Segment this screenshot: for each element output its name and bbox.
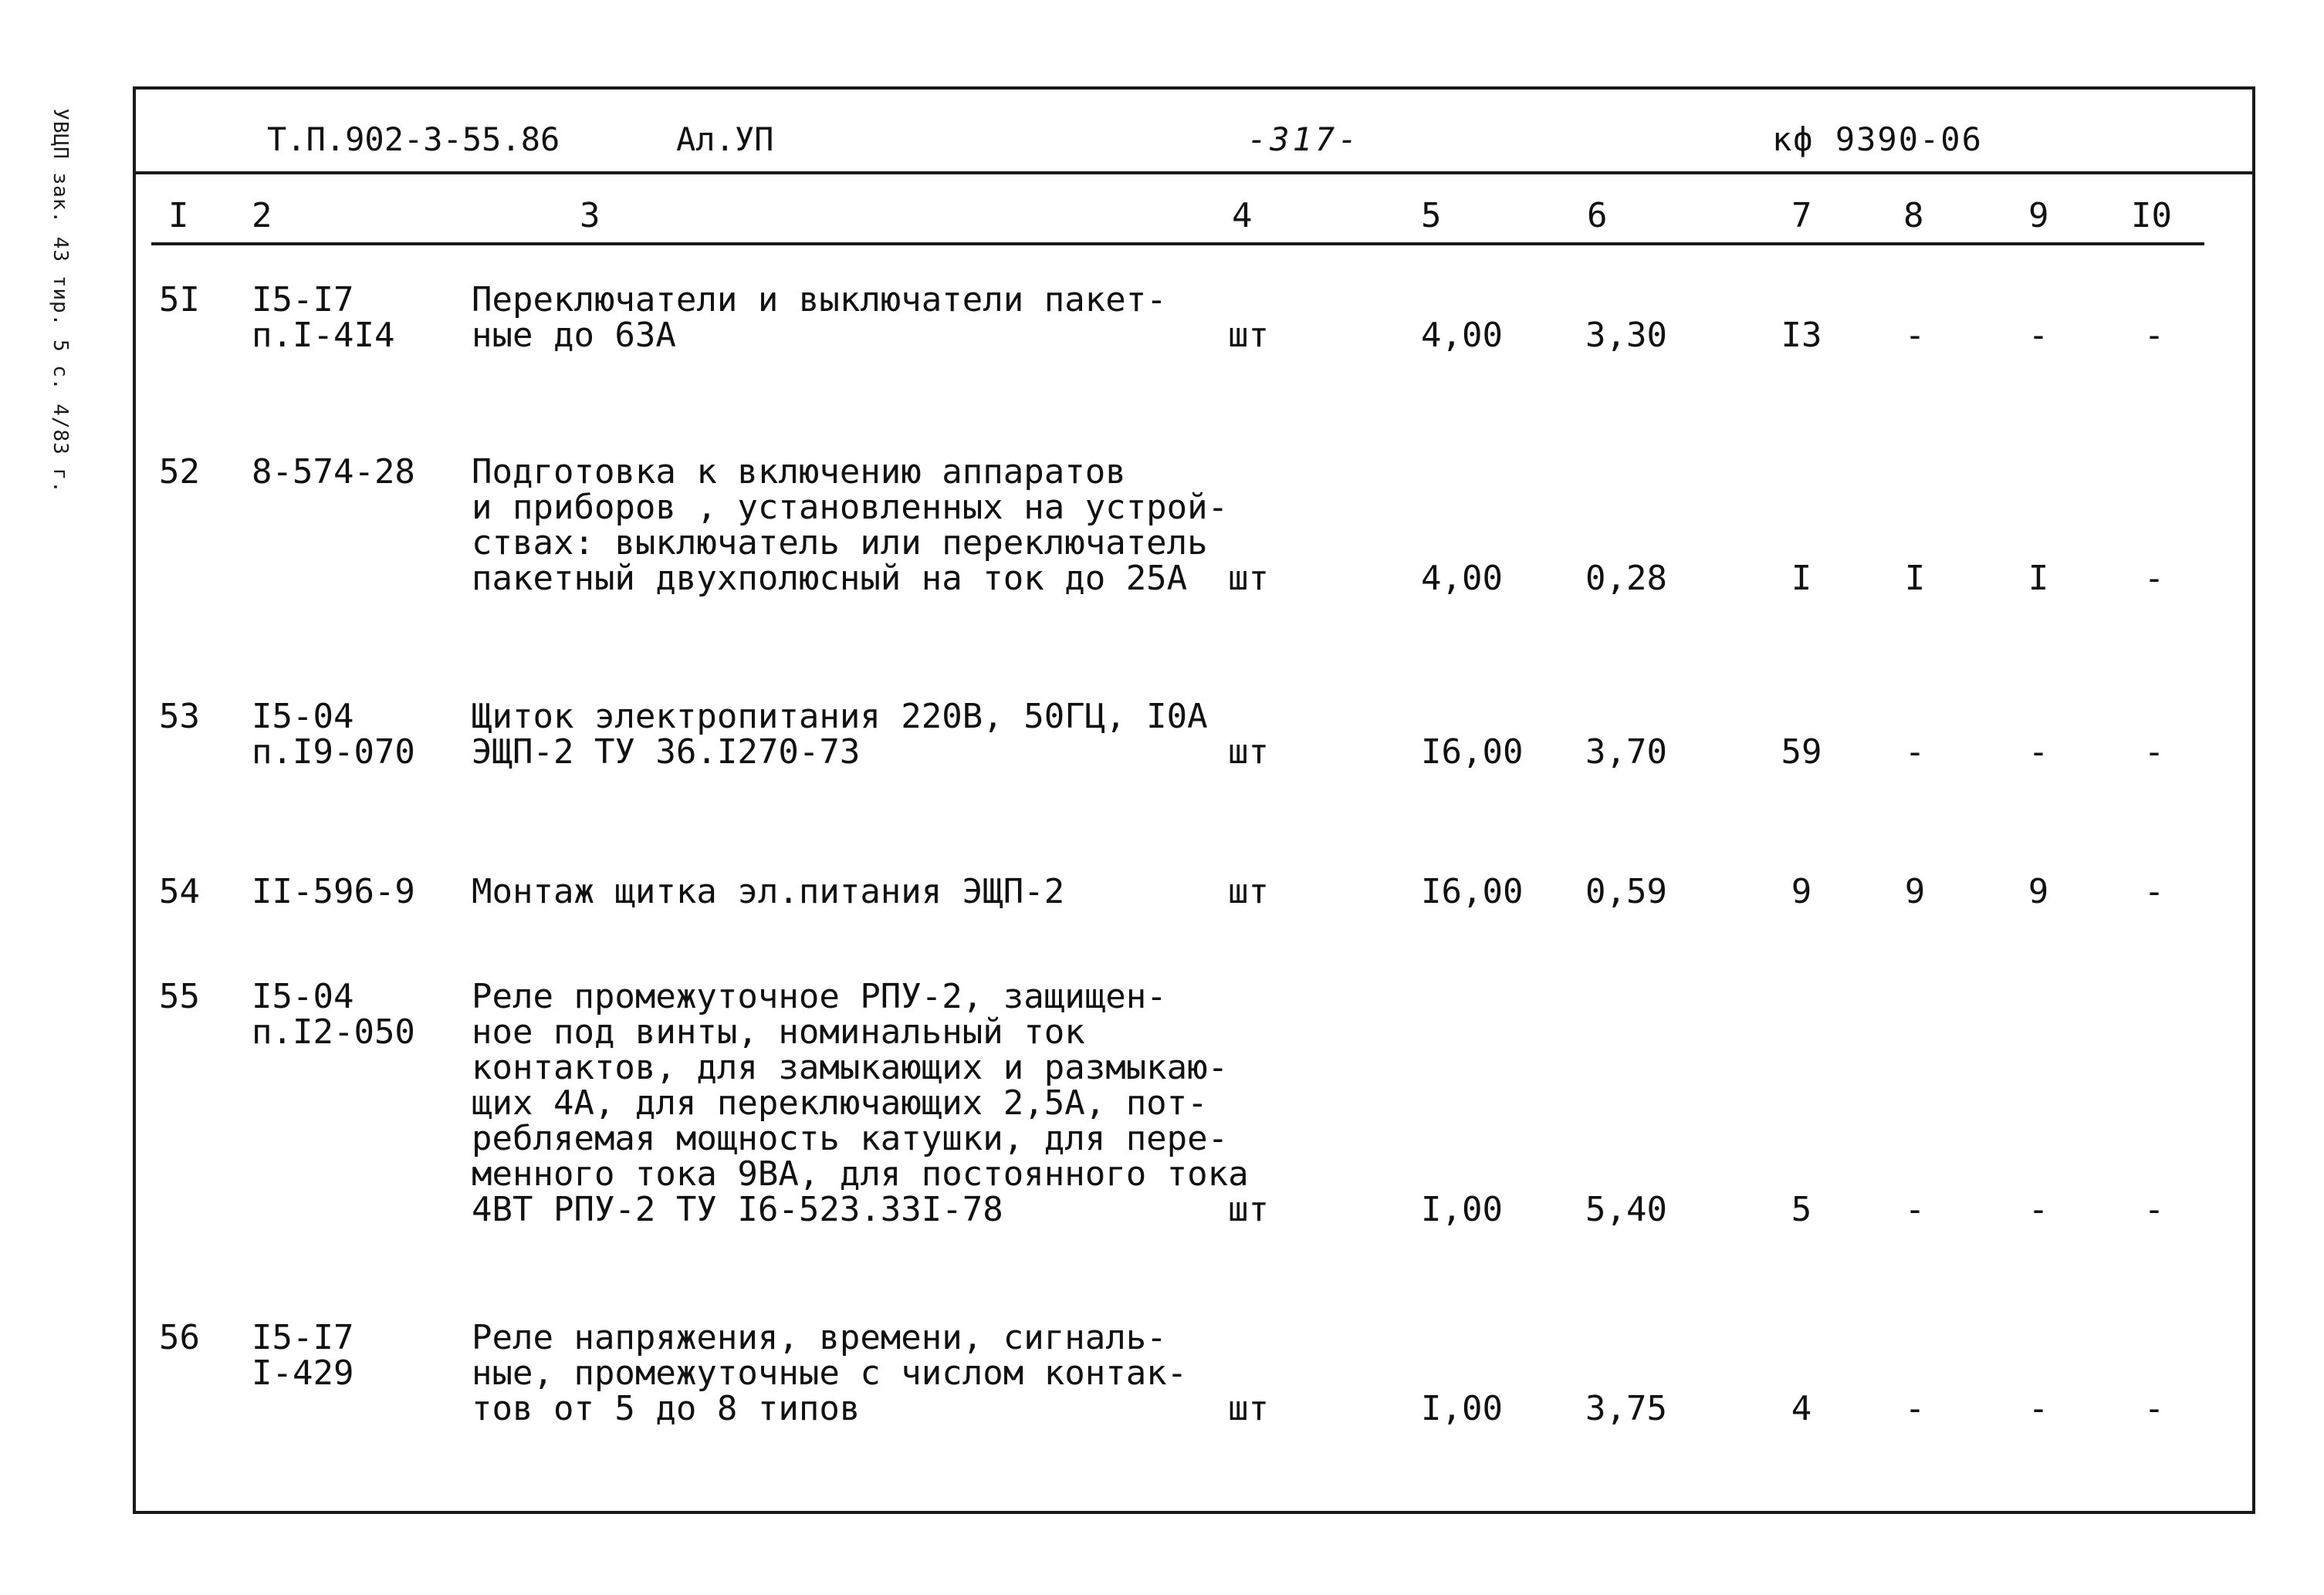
quantity: 4,00 — [1421, 559, 1503, 598]
column-number-3: 3 — [580, 196, 600, 235]
column-number-9: 9 — [2028, 196, 2049, 235]
document-header — [136, 90, 2252, 174]
column-8-value: I — [1904, 559, 1926, 598]
unit: шт — [1228, 732, 1269, 772]
quantity: 4,00 — [1421, 316, 1503, 355]
page-number: -317- — [1247, 120, 1361, 158]
rate-code: I5-I7 п.I-4I4 — [252, 280, 395, 355]
norm-value: 5,40 — [1585, 1190, 1667, 1229]
row-number: 5I — [159, 280, 200, 319]
column-7-value: 5 — [1791, 1190, 1812, 1229]
norm-value: 0,59 — [1585, 872, 1667, 911]
album-label: Ал.УП — [676, 120, 774, 158]
row-number: 54 — [159, 872, 200, 911]
column-9-value: 9 — [2028, 872, 2049, 911]
unit: шт — [1228, 559, 1269, 598]
column-10-value: - — [2143, 732, 2165, 772]
column-9-value: - — [2028, 316, 2049, 355]
document-code: кф 9390-06 — [1772, 120, 1983, 158]
column-9-value: - — [2028, 1190, 2049, 1229]
rate-code: 8-574-28 — [252, 452, 415, 492]
column-7-value: 4 — [1791, 1389, 1812, 1428]
document-frame — [133, 86, 2255, 1514]
column-9-value: - — [2028, 732, 2049, 772]
rate-code: I5-04 п.I2-050 — [252, 977, 415, 1052]
column-9-value: I — [2028, 559, 2049, 598]
norm-value: 0,28 — [1585, 559, 1667, 598]
norm-value: 3,30 — [1585, 316, 1667, 355]
norm-value: 3,70 — [1585, 732, 1667, 772]
rate-code: II-596-9 — [252, 872, 415, 911]
quantity: I6,00 — [1421, 872, 1524, 911]
column-number-5: 5 — [1421, 196, 1442, 235]
row-number: 53 — [159, 697, 200, 736]
item-description: Переключатели и выключатели пакет- ные до 63А — [472, 280, 1167, 355]
item-description: Подготовка к включению аппаратов и приборов , установленных на устрой- ствах: выключатель или переключатель пакетный двухполюсный на ток до 25А — [472, 452, 1229, 598]
column-10-value: - — [2143, 1190, 2165, 1229]
unit: шт — [1228, 872, 1269, 911]
row-number: 52 — [159, 452, 200, 492]
item-description: Щиток электропитания 220В, 50ГЦ, I0А ЭЩП-2 ТУ 36.I270-73 — [472, 697, 1208, 772]
column-8-value: - — [1904, 1190, 1926, 1229]
column-10-value: - — [2143, 316, 2165, 355]
column-10-value: - — [2143, 872, 2165, 911]
column-number-10: I0 — [2131, 196, 2172, 235]
column-7-value: 59 — [1781, 732, 1822, 772]
column-number-1: I — [168, 196, 189, 235]
column-7-value: I3 — [1781, 316, 1822, 355]
column-10-value: - — [2143, 1389, 2165, 1428]
column-number-7: 7 — [1791, 196, 1812, 235]
unit: шт — [1228, 316, 1269, 355]
row-number: 55 — [159, 977, 200, 1016]
column-8-value: - — [1904, 732, 1926, 772]
item-description: Реле напряжения, времени, сигналь- ные, промежуточные с числом контак- тов от 5 до 8 типов — [472, 1318, 1188, 1428]
column-number-divider — [151, 242, 2204, 245]
column-number-4: 4 — [1232, 196, 1253, 235]
column-number-8: 8 — [1903, 196, 1924, 235]
column-8-value: - — [1904, 316, 1926, 355]
column-10-value: - — [2143, 559, 2165, 598]
column-9-value: - — [2028, 1389, 2049, 1428]
project-number: Т.П.902-3-55.86 — [267, 120, 560, 158]
column-7-value: 9 — [1791, 872, 1812, 911]
column-8-value: 9 — [1904, 872, 1926, 911]
rate-code: I5-I7 I-429 — [252, 1318, 354, 1393]
item-description: Монтаж щитка эл.питания ЭЩП-2 — [472, 872, 1065, 911]
column-8-value: - — [1904, 1389, 1926, 1428]
item-description: Реле промежуточное РПУ-2, защищен- ное под винты, номинальный ток контактов, для замыкающих и размыкаю- щих 4А, для переключающих 2,5А, пот- ребляемая мощность катушки, для пере- менного тока 9ВА, для постоянного тока 4ВТ РПУ-2 ТУ I6-523.33I-78 — [472, 977, 1249, 1229]
column-number-6: 6 — [1587, 196, 1608, 235]
column-number-2: 2 — [252, 196, 272, 235]
margin-note — [29, 100, 91, 502]
quantity: I,00 — [1421, 1389, 1503, 1428]
row-number: 56 — [159, 1318, 200, 1357]
unit: шт — [1228, 1389, 1269, 1428]
rate-code: I5-04 п.I9-070 — [252, 697, 415, 772]
margin-note-text: УВЦП зак. 43 тир. 5 с. 4/83 г. — [49, 108, 73, 494]
column-7-value: I — [1791, 559, 1812, 598]
quantity: I6,00 — [1421, 732, 1524, 772]
quantity: I,00 — [1421, 1190, 1503, 1229]
norm-value: 3,75 — [1585, 1389, 1667, 1428]
unit: шт — [1228, 1190, 1269, 1229]
